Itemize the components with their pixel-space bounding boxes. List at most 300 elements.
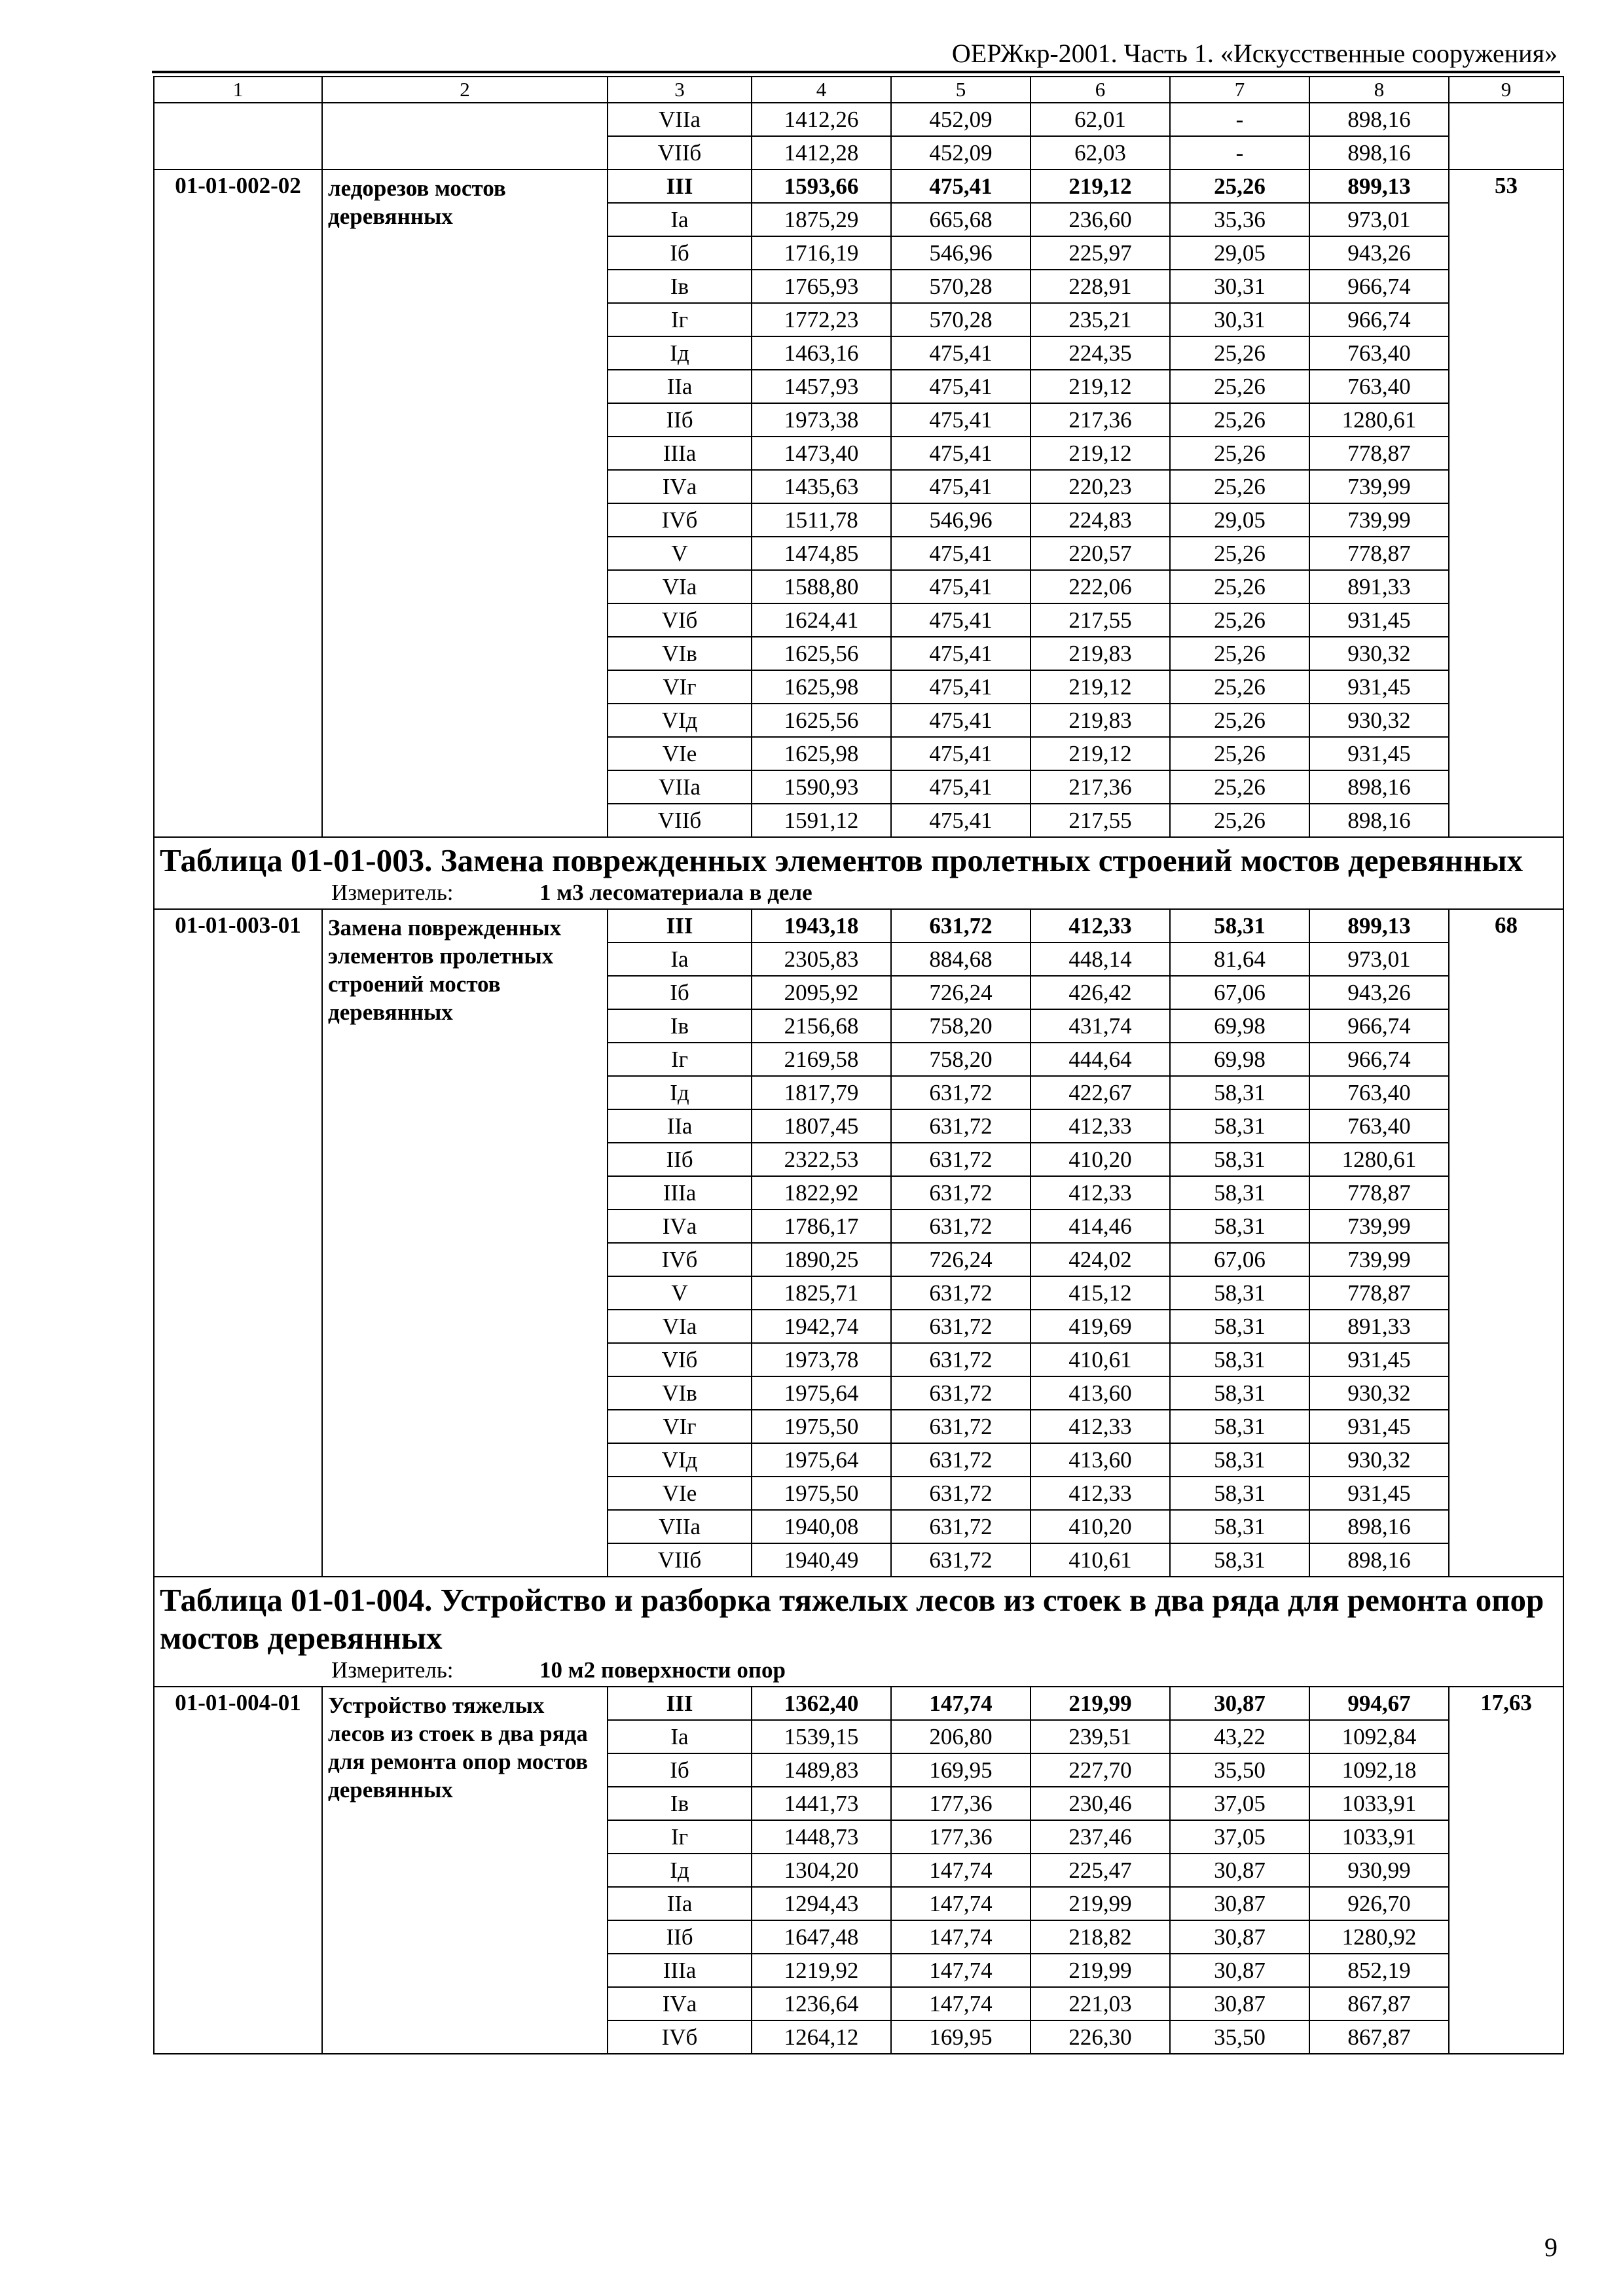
value-cell: 222,06 bbox=[1030, 570, 1170, 603]
value-cell: 1092,84 bbox=[1309, 1720, 1449, 1753]
value-cell: 1943,18 bbox=[752, 909, 891, 942]
zone-cell: VIб bbox=[608, 603, 752, 637]
name-cell: Устройство тяжелых лесов из стоек в два ряда для ремонта опор мостов деревянных bbox=[322, 1687, 608, 2054]
code-cell bbox=[154, 103, 322, 170]
value-cell: 570,28 bbox=[891, 303, 1030, 336]
zone-cell: Iв bbox=[608, 270, 752, 303]
value-cell: 867,87 bbox=[1309, 2020, 1449, 2054]
value-cell: 973,01 bbox=[1309, 203, 1449, 236]
value-cell: - bbox=[1170, 103, 1309, 136]
value-cell: 147,74 bbox=[891, 1954, 1030, 1987]
zone-cell: Iв bbox=[608, 1009, 752, 1043]
value-cell: 230,46 bbox=[1030, 1787, 1170, 1820]
value-cell: 1624,41 bbox=[752, 603, 891, 637]
zone-cell: Iг bbox=[608, 303, 752, 336]
value-cell: 570,28 bbox=[891, 270, 1030, 303]
value-cell: 631,72 bbox=[891, 1443, 1030, 1477]
value-cell: 37,05 bbox=[1170, 1820, 1309, 1854]
value-cell: 169,95 bbox=[891, 1753, 1030, 1787]
value-cell: 25,26 bbox=[1170, 770, 1309, 804]
value-cell: 631,72 bbox=[891, 1543, 1030, 1577]
value-cell: 1875,29 bbox=[752, 203, 891, 236]
value-cell: 220,57 bbox=[1030, 537, 1170, 570]
value-cell: 899,13 bbox=[1309, 170, 1449, 203]
value-cell: 631,72 bbox=[891, 1210, 1030, 1243]
section-title-row bbox=[154, 1577, 1563, 1687]
value-cell: 25,26 bbox=[1170, 704, 1309, 737]
code-cell: 01-01-003-01 bbox=[154, 909, 322, 1577]
value-cell: 631,72 bbox=[891, 1343, 1030, 1376]
value-cell: 412,33 bbox=[1030, 1109, 1170, 1143]
value-cell: 966,74 bbox=[1309, 303, 1449, 336]
value-cell: 58,31 bbox=[1170, 1477, 1309, 1510]
value-cell: 219,12 bbox=[1030, 370, 1170, 403]
value-cell: 1940,49 bbox=[752, 1543, 891, 1577]
value-cell: 30,87 bbox=[1170, 1954, 1309, 1987]
zone-cell: Iб bbox=[608, 1753, 752, 1787]
value-cell: 58,31 bbox=[1170, 1543, 1309, 1577]
measure-line bbox=[160, 880, 1558, 906]
value-cell: 29,05 bbox=[1170, 236, 1309, 270]
running-header: ОЕРЖкр-2001. Часть 1. «Искусственные сооружения» bbox=[951, 39, 1558, 68]
value-cell: 410,61 bbox=[1030, 1543, 1170, 1577]
value-cell: 475,41 bbox=[891, 336, 1030, 370]
measure-value: 1 м3 лесоматериала в деле bbox=[539, 880, 812, 905]
value-cell: 1590,93 bbox=[752, 770, 891, 804]
value-cell: 237,46 bbox=[1030, 1820, 1170, 1854]
zone-cell: Iд bbox=[608, 1076, 752, 1109]
value-cell: 25,26 bbox=[1170, 437, 1309, 470]
value-cell: 236,60 bbox=[1030, 203, 1170, 236]
value-cell: 58,31 bbox=[1170, 1143, 1309, 1176]
zone-cell: Iа bbox=[608, 942, 752, 976]
table-row bbox=[154, 909, 1563, 942]
value-cell: 898,16 bbox=[1309, 136, 1449, 170]
zone-cell: Iа bbox=[608, 1720, 752, 1753]
value-cell: 1412,26 bbox=[752, 103, 891, 136]
value-cell: 218,82 bbox=[1030, 1920, 1170, 1954]
value-cell: 25,26 bbox=[1170, 170, 1309, 203]
value-cell: 1647,48 bbox=[752, 1920, 891, 1954]
value-cell: 147,74 bbox=[891, 1687, 1030, 1720]
value-cell: 931,45 bbox=[1309, 1477, 1449, 1510]
value-cell: 25,26 bbox=[1170, 804, 1309, 837]
value-cell: 219,12 bbox=[1030, 437, 1170, 470]
measure-value: 10 м2 поверхности опор bbox=[539, 1657, 786, 1683]
value-cell: 219,99 bbox=[1030, 1687, 1170, 1720]
value-cell: 475,41 bbox=[891, 437, 1030, 470]
value-cell: 1625,56 bbox=[752, 637, 891, 670]
value-cell: 726,24 bbox=[891, 1243, 1030, 1276]
section-title-row bbox=[154, 837, 1563, 909]
value-cell: 413,60 bbox=[1030, 1443, 1170, 1477]
value-cell: 1942,74 bbox=[752, 1310, 891, 1343]
column-number-cell: 8 bbox=[1309, 77, 1449, 103]
value-cell: 2095,92 bbox=[752, 976, 891, 1009]
value-cell: 966,74 bbox=[1309, 1009, 1449, 1043]
value-cell: 217,55 bbox=[1030, 804, 1170, 837]
value-cell: 475,41 bbox=[891, 804, 1030, 837]
value-cell: 225,97 bbox=[1030, 236, 1170, 270]
value-cell: 452,09 bbox=[891, 103, 1030, 136]
zone-cell: VIг bbox=[608, 670, 752, 704]
value-cell: 219,12 bbox=[1030, 670, 1170, 704]
value-cell: 1435,63 bbox=[752, 470, 891, 503]
value-cell: 891,33 bbox=[1309, 1310, 1449, 1343]
value-cell: 58,31 bbox=[1170, 1276, 1309, 1310]
value-cell: 1457,93 bbox=[752, 370, 891, 403]
zone-cell: Iд bbox=[608, 1854, 752, 1887]
value-cell: 899,13 bbox=[1309, 909, 1449, 942]
value-cell: 898,16 bbox=[1309, 1543, 1449, 1577]
value-cell: 475,41 bbox=[891, 737, 1030, 770]
value-cell: 778,87 bbox=[1309, 437, 1449, 470]
zone-cell: V bbox=[608, 1276, 752, 1310]
zone-cell: VIIа bbox=[608, 770, 752, 804]
value-cell: 1975,64 bbox=[752, 1443, 891, 1477]
value-cell: 25,26 bbox=[1170, 637, 1309, 670]
value-cell: 221,03 bbox=[1030, 1987, 1170, 2020]
column-number-cell: 7 bbox=[1170, 77, 1309, 103]
value-cell: 30,87 bbox=[1170, 1687, 1309, 1720]
value-cell: 58,31 bbox=[1170, 1376, 1309, 1410]
value-cell: 665,68 bbox=[891, 203, 1030, 236]
value-cell: 930,99 bbox=[1309, 1854, 1449, 1887]
value-cell: 25,26 bbox=[1170, 603, 1309, 637]
value-cell: 2156,68 bbox=[752, 1009, 891, 1043]
value-cell: 930,32 bbox=[1309, 704, 1449, 737]
value-cell: 224,83 bbox=[1030, 503, 1170, 537]
value-cell: 30,31 bbox=[1170, 270, 1309, 303]
column-number-cell: 4 bbox=[752, 77, 891, 103]
value-cell: 475,41 bbox=[891, 537, 1030, 570]
value-cell: 30,87 bbox=[1170, 1854, 1309, 1887]
value-cell: 631,72 bbox=[891, 1376, 1030, 1410]
value-cell: 30,87 bbox=[1170, 1887, 1309, 1920]
code-cell: 01-01-004-01 bbox=[154, 1687, 322, 2054]
value-cell: 763,40 bbox=[1309, 1076, 1449, 1109]
value-cell: 931,45 bbox=[1309, 1343, 1449, 1376]
value-cell: 1716,19 bbox=[752, 236, 891, 270]
value-cell: 2305,83 bbox=[752, 942, 891, 976]
value-cell: 763,40 bbox=[1309, 370, 1449, 403]
value-cell: 852,19 bbox=[1309, 1954, 1449, 1987]
zone-cell: VIг bbox=[608, 1410, 752, 1443]
value-cell: 1825,71 bbox=[752, 1276, 891, 1310]
value-cell: 206,80 bbox=[891, 1720, 1030, 1753]
value-cell: 43,22 bbox=[1170, 1720, 1309, 1753]
value-cell: 931,45 bbox=[1309, 670, 1449, 704]
zone-cell: IVа bbox=[608, 470, 752, 503]
value-cell: 931,45 bbox=[1309, 1410, 1449, 1443]
value-cell: 1765,93 bbox=[752, 270, 891, 303]
value-cell: 1033,91 bbox=[1309, 1820, 1449, 1854]
value-cell: 177,36 bbox=[891, 1820, 1030, 1854]
value-cell: 235,21 bbox=[1030, 303, 1170, 336]
measure-line bbox=[160, 1657, 1558, 1683]
value-cell: 25,26 bbox=[1170, 570, 1309, 603]
value-cell: 475,41 bbox=[891, 670, 1030, 704]
value-cell: 35,50 bbox=[1170, 2020, 1309, 2054]
value-cell: 225,47 bbox=[1030, 1854, 1170, 1887]
value-cell: 1625,56 bbox=[752, 704, 891, 737]
column-number-cell: 1 bbox=[154, 77, 322, 103]
value-cell: 29,05 bbox=[1170, 503, 1309, 537]
value-cell: 926,70 bbox=[1309, 1887, 1449, 1920]
value-cell: 966,74 bbox=[1309, 270, 1449, 303]
value-cell: 631,72 bbox=[891, 1510, 1030, 1543]
value-cell: 931,45 bbox=[1309, 737, 1449, 770]
value-cell: 412,33 bbox=[1030, 909, 1170, 942]
value-cell: 631,72 bbox=[891, 1143, 1030, 1176]
zone-cell: VIд bbox=[608, 704, 752, 737]
value-cell: 58,31 bbox=[1170, 1510, 1309, 1543]
value-cell: 412,33 bbox=[1030, 1477, 1170, 1510]
value-cell: 1940,08 bbox=[752, 1510, 891, 1543]
value-cell: 177,36 bbox=[891, 1787, 1030, 1820]
zone-cell: VIIб bbox=[608, 1543, 752, 1577]
column-number-cell: 2 bbox=[322, 77, 608, 103]
value-cell: 739,99 bbox=[1309, 1210, 1449, 1243]
value-cell: 1890,25 bbox=[752, 1243, 891, 1276]
name-cell bbox=[322, 103, 608, 170]
value-cell: 1264,12 bbox=[752, 2020, 891, 2054]
value-cell: 631,72 bbox=[891, 1076, 1030, 1109]
value-cell: 25,26 bbox=[1170, 737, 1309, 770]
value-cell: 726,24 bbox=[891, 976, 1030, 1009]
value-cell: 410,20 bbox=[1030, 1510, 1170, 1543]
value-cell: 37,05 bbox=[1170, 1787, 1309, 1820]
value-cell: 739,99 bbox=[1309, 503, 1449, 537]
value-cell: 867,87 bbox=[1309, 1987, 1449, 2020]
value-cell: 58,31 bbox=[1170, 1410, 1309, 1443]
value-cell: 25,26 bbox=[1170, 403, 1309, 437]
zone-cell: Iд bbox=[608, 336, 752, 370]
zone-cell: V bbox=[608, 537, 752, 570]
value-cell: 147,74 bbox=[891, 1854, 1030, 1887]
value-cell: 224,35 bbox=[1030, 336, 1170, 370]
value-cell: 220,23 bbox=[1030, 470, 1170, 503]
value-cell: 1489,83 bbox=[752, 1753, 891, 1787]
value-cell: 994,67 bbox=[1309, 1687, 1449, 1720]
value-cell: 431,74 bbox=[1030, 1009, 1170, 1043]
price-table bbox=[153, 76, 1564, 2054]
value-cell: 426,42 bbox=[1030, 976, 1170, 1009]
value-cell: 25,26 bbox=[1170, 370, 1309, 403]
value-cell: 219,12 bbox=[1030, 170, 1170, 203]
value-cell: 1362,40 bbox=[752, 1687, 891, 1720]
value-cell: 452,09 bbox=[891, 136, 1030, 170]
zone-cell: VIв bbox=[608, 637, 752, 670]
value-cell: 631,72 bbox=[891, 1176, 1030, 1210]
value-cell: 546,96 bbox=[891, 236, 1030, 270]
zone-cell: IIа bbox=[608, 1887, 752, 1920]
value-cell: 58,31 bbox=[1170, 909, 1309, 942]
zone-cell: Iб bbox=[608, 976, 752, 1009]
zone-cell: VIе bbox=[608, 737, 752, 770]
norm-cell: 53 bbox=[1449, 170, 1563, 837]
zone-cell: Iг bbox=[608, 1043, 752, 1076]
value-cell: 884,68 bbox=[891, 942, 1030, 976]
value-cell: 1975,64 bbox=[752, 1376, 891, 1410]
value-cell: 475,41 bbox=[891, 637, 1030, 670]
value-cell: 69,98 bbox=[1170, 1043, 1309, 1076]
value-cell: 58,31 bbox=[1170, 1443, 1309, 1477]
value-cell: 217,36 bbox=[1030, 770, 1170, 804]
zone-cell: III bbox=[608, 909, 752, 942]
value-cell: 414,46 bbox=[1030, 1210, 1170, 1243]
value-cell: 25,26 bbox=[1170, 336, 1309, 370]
value-cell: 475,41 bbox=[891, 470, 1030, 503]
value-cell: 81,64 bbox=[1170, 942, 1309, 976]
value-cell: 1219,92 bbox=[752, 1954, 891, 1987]
column-number-cell: 3 bbox=[608, 77, 752, 103]
value-cell: 1817,79 bbox=[752, 1076, 891, 1109]
value-cell: 219,99 bbox=[1030, 1954, 1170, 1987]
value-cell: 30,87 bbox=[1170, 1987, 1309, 2020]
table-row bbox=[154, 103, 1563, 136]
value-cell: 69,98 bbox=[1170, 1009, 1309, 1043]
value-cell: 228,91 bbox=[1030, 270, 1170, 303]
value-cell: 412,33 bbox=[1030, 1410, 1170, 1443]
zone-cell: IIа bbox=[608, 1109, 752, 1143]
zone-cell: IIIа bbox=[608, 1176, 752, 1210]
zone-cell: IIа bbox=[608, 370, 752, 403]
measure-label: Измеритель: bbox=[331, 880, 454, 905]
zone-cell: IVб bbox=[608, 1243, 752, 1276]
value-cell: 419,69 bbox=[1030, 1310, 1170, 1343]
zone-cell: IIб bbox=[608, 1920, 752, 1954]
column-number-cell: 6 bbox=[1030, 77, 1170, 103]
code-cell: 01-01-002-02 bbox=[154, 170, 322, 837]
section-title-cell bbox=[154, 837, 1563, 909]
value-cell: 219,83 bbox=[1030, 704, 1170, 737]
value-cell: 413,60 bbox=[1030, 1376, 1170, 1410]
value-cell: 631,72 bbox=[891, 1410, 1030, 1443]
zone-cell: IVб bbox=[608, 2020, 752, 2054]
name-cell: Замена поврежденных элементов пролетных строений мостов деревянных bbox=[322, 909, 608, 1577]
value-cell: 1473,40 bbox=[752, 437, 891, 470]
norm-cell: 68 bbox=[1449, 909, 1563, 1577]
value-cell: 30,31 bbox=[1170, 303, 1309, 336]
table-row bbox=[154, 1687, 1563, 1720]
value-cell: 412,33 bbox=[1030, 1176, 1170, 1210]
value-cell: 930,32 bbox=[1309, 1443, 1449, 1477]
value-cell: 1772,23 bbox=[752, 303, 891, 336]
value-cell: 227,70 bbox=[1030, 1753, 1170, 1787]
value-cell: 763,40 bbox=[1309, 336, 1449, 370]
zone-cell: VIIа bbox=[608, 1510, 752, 1543]
zone-cell: VIа bbox=[608, 1310, 752, 1343]
value-cell: 1280,92 bbox=[1309, 1920, 1449, 1954]
value-cell: 415,12 bbox=[1030, 1276, 1170, 1310]
value-cell: 1280,61 bbox=[1309, 1143, 1449, 1176]
header-rule bbox=[152, 71, 1560, 73]
value-cell: 444,64 bbox=[1030, 1043, 1170, 1076]
value-cell: 1786,17 bbox=[752, 1210, 891, 1243]
value-cell: 1822,92 bbox=[752, 1176, 891, 1210]
value-cell: 2322,53 bbox=[752, 1143, 891, 1176]
value-cell: 1973,78 bbox=[752, 1343, 891, 1376]
value-cell: 226,30 bbox=[1030, 2020, 1170, 2054]
value-cell: 147,74 bbox=[891, 1887, 1030, 1920]
value-cell: 758,20 bbox=[891, 1009, 1030, 1043]
value-cell: 739,99 bbox=[1309, 470, 1449, 503]
value-cell: 943,26 bbox=[1309, 976, 1449, 1009]
value-cell: 147,74 bbox=[891, 1987, 1030, 2020]
zone-cell: VIIа bbox=[608, 103, 752, 136]
value-cell: 631,72 bbox=[891, 909, 1030, 942]
value-cell: 1975,50 bbox=[752, 1477, 891, 1510]
value-cell: 475,41 bbox=[891, 170, 1030, 203]
value-cell: 25,26 bbox=[1170, 470, 1309, 503]
value-cell: 1412,28 bbox=[752, 136, 891, 170]
value-cell: 67,06 bbox=[1170, 1243, 1309, 1276]
value-cell: 930,32 bbox=[1309, 637, 1449, 670]
value-cell: 239,51 bbox=[1030, 1720, 1170, 1753]
zone-cell: IIб bbox=[608, 1143, 752, 1176]
value-cell: 58,31 bbox=[1170, 1076, 1309, 1109]
value-cell: 58,31 bbox=[1170, 1176, 1309, 1210]
value-cell: 35,36 bbox=[1170, 203, 1309, 236]
norm-cell bbox=[1449, 103, 1563, 170]
value-cell: 1092,18 bbox=[1309, 1753, 1449, 1787]
value-cell: 1625,98 bbox=[752, 737, 891, 770]
value-cell: 422,67 bbox=[1030, 1076, 1170, 1109]
zone-cell: Iг bbox=[608, 1820, 752, 1854]
value-cell: 410,20 bbox=[1030, 1143, 1170, 1176]
value-cell: 1975,50 bbox=[752, 1410, 891, 1443]
zone-cell: VIIб bbox=[608, 804, 752, 837]
value-cell: 966,74 bbox=[1309, 1043, 1449, 1076]
value-cell: 25,26 bbox=[1170, 537, 1309, 570]
value-cell: 778,87 bbox=[1309, 1176, 1449, 1210]
value-cell: 1280,61 bbox=[1309, 403, 1449, 437]
norm-cell: 17,63 bbox=[1449, 1687, 1563, 2054]
zone-cell: Iв bbox=[608, 1787, 752, 1820]
value-cell: 58,31 bbox=[1170, 1343, 1309, 1376]
value-cell: 763,40 bbox=[1309, 1109, 1449, 1143]
zone-cell: IVа bbox=[608, 1210, 752, 1243]
value-cell: 25,26 bbox=[1170, 670, 1309, 704]
value-cell: 631,72 bbox=[891, 1276, 1030, 1310]
value-cell: 943,26 bbox=[1309, 236, 1449, 270]
zone-cell: VIв bbox=[608, 1376, 752, 1410]
zone-cell: IIIа bbox=[608, 437, 752, 470]
value-cell: 475,41 bbox=[891, 704, 1030, 737]
value-cell: 546,96 bbox=[891, 503, 1030, 537]
zone-cell: VIе bbox=[608, 1477, 752, 1510]
value-cell: 930,32 bbox=[1309, 1376, 1449, 1410]
value-cell: 1511,78 bbox=[752, 503, 891, 537]
section-title-cell bbox=[154, 1577, 1563, 1687]
value-cell: 1304,20 bbox=[752, 1854, 891, 1887]
value-cell: 475,41 bbox=[891, 570, 1030, 603]
value-cell: 1625,98 bbox=[752, 670, 891, 704]
zone-cell: VIб bbox=[608, 1343, 752, 1376]
value-cell: 1973,38 bbox=[752, 403, 891, 437]
zone-cell: VIIб bbox=[608, 136, 752, 170]
value-cell: 1448,73 bbox=[752, 1820, 891, 1854]
value-cell: 778,87 bbox=[1309, 537, 1449, 570]
table-row bbox=[154, 170, 1563, 203]
zone-cell: VIд bbox=[608, 1443, 752, 1477]
value-cell: 631,72 bbox=[891, 1109, 1030, 1143]
table-title: Таблица 01-01-004. Устройство и разборка тяжелых лесов из стоек в два ряда для ремонта опор мостов деревянных bbox=[160, 1582, 1544, 1656]
zone-cell: Iа bbox=[608, 203, 752, 236]
value-cell: 739,99 bbox=[1309, 1243, 1449, 1276]
value-cell: 169,95 bbox=[891, 2020, 1030, 2054]
